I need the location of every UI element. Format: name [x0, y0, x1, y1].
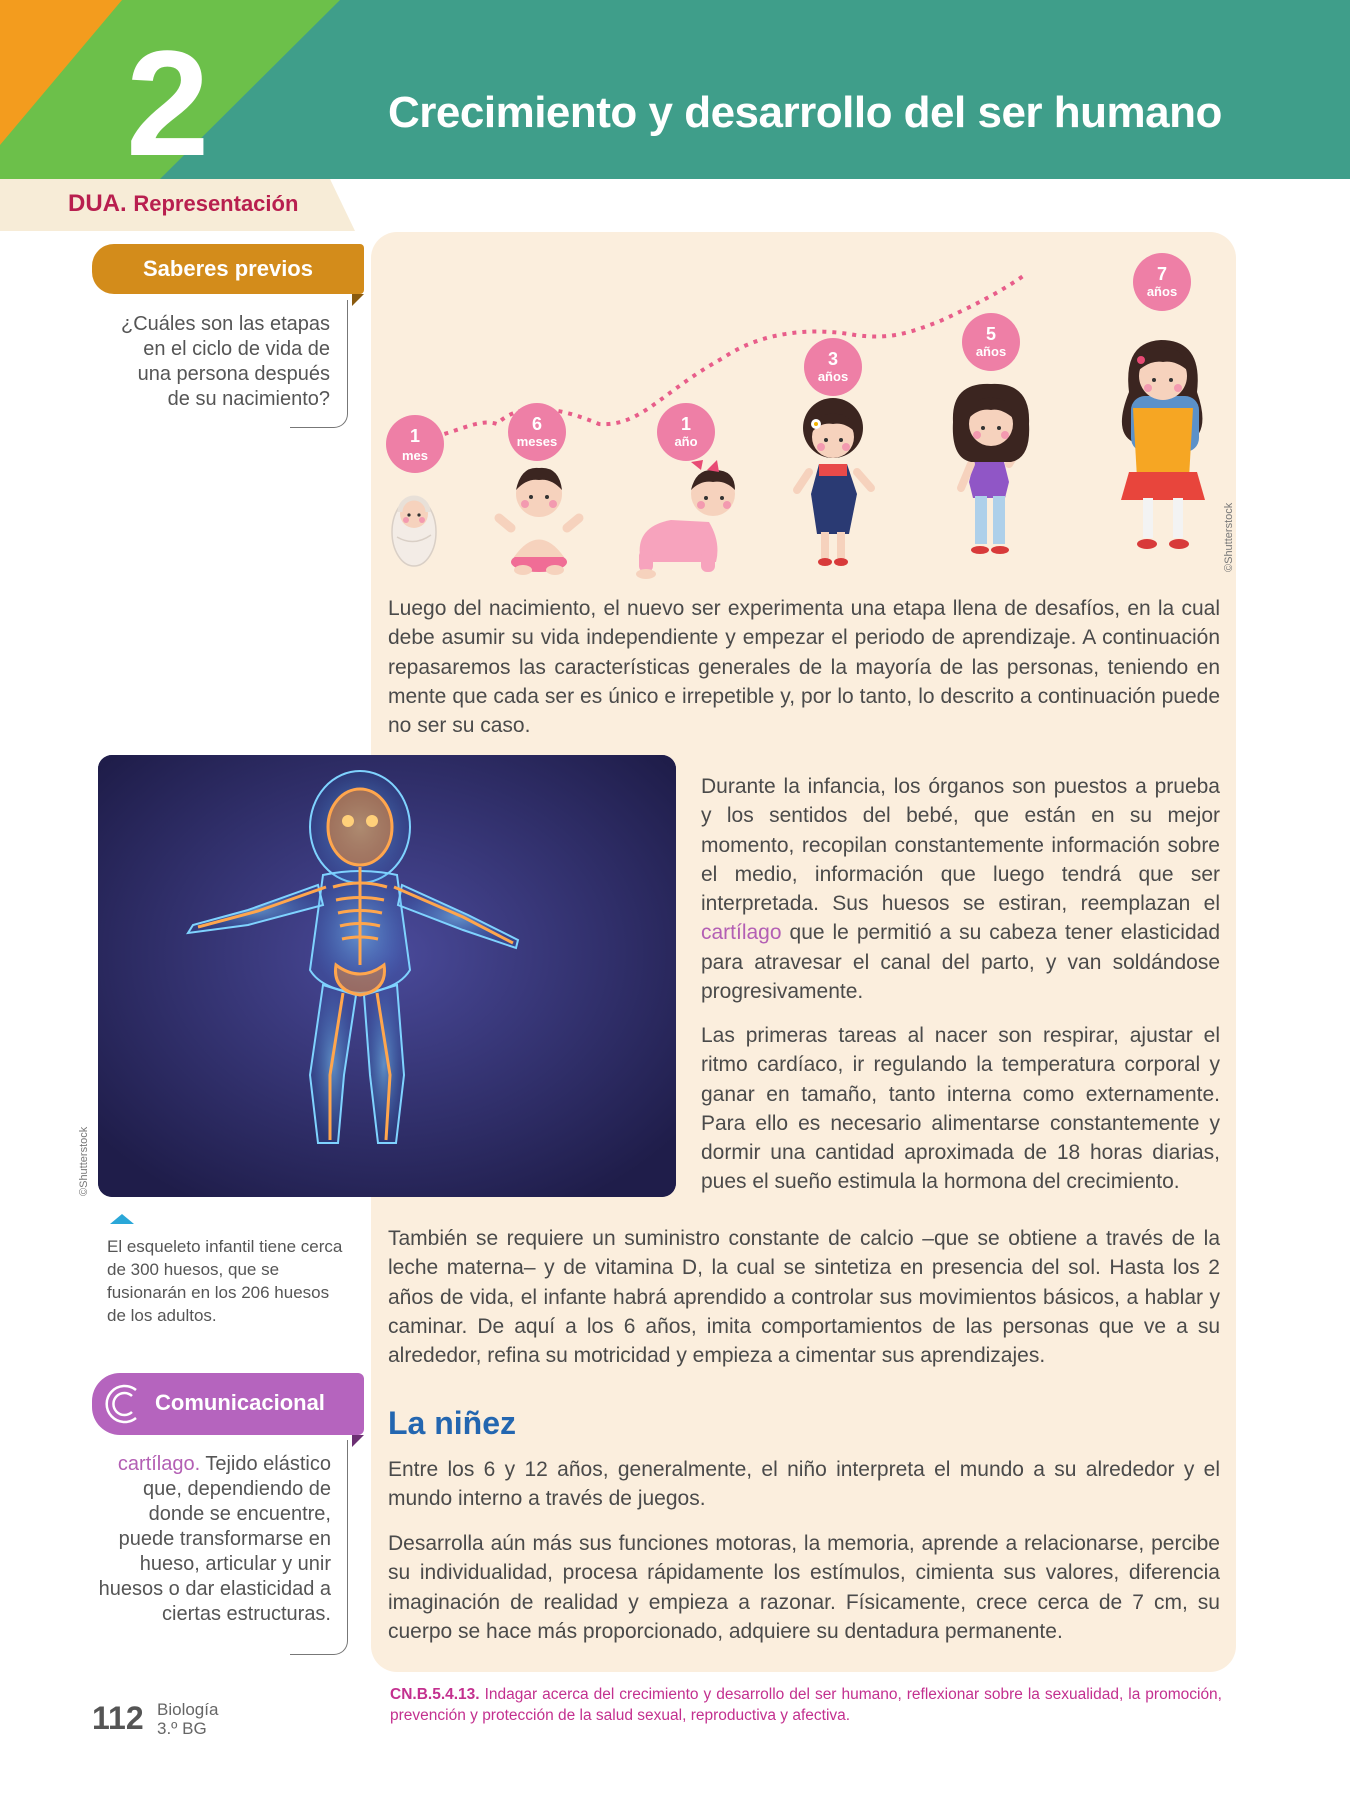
intro-paragraph: Luego del nacimiento, el nuevo ser experimenta una etapa llena de desafíos, en la cual debe asumir su vida independiente y empezar el periodo de aprendizaje. A continuación repasaremos las características generales de la mayoría de las personas, teniendo en mente que cada ser es único e irrepetible y, por lo tanto, lo descrito a continuación puede no ser su caso.: [388, 597, 1220, 738]
section-title-ninez: La niñez: [388, 1405, 517, 1441]
tab-fold-decoration: [352, 1435, 364, 1447]
timeline-dotted-path: [415, 274, 1026, 440]
crawling-baby-icon: [636, 460, 735, 579]
dua-prefix: DUA.: [68, 190, 127, 217]
cartilago-definition: [95, 1452, 331, 1627]
chapter-title: Crecimiento y desarrollo del ser humano: [388, 88, 1222, 137]
definition-text: Tejido elástico que, dependiendo de donde se encuentre, puede transformarse en hueso, articular y unir huesos o dar elasticidad a ciertas estructuras.: [98, 1453, 331, 1625]
dua-label: [68, 190, 298, 218]
toddler-girl-icon: [797, 398, 871, 566]
chapter-number: 2: [126, 19, 210, 179]
svg-text:años: años: [817, 369, 849, 384]
svg-text:1: 1: [680, 414, 692, 434]
stage-bubble-3-anos: [804, 338, 862, 396]
svg-text:años: años: [975, 344, 1007, 359]
infancy-paragraph-1: [701, 772, 1220, 1006]
infancy-p1-text: Durante la infancia, los órganos son puestos a prueba y los sentidos del bebé, que están en su mejor momento, recopilan constantemente información sobre el medio, información que luego tendrá que ser interpretada. Sus huesos se estiran, reemplazan el: [701, 775, 1220, 916]
child-skeleton-illustration: [98, 755, 676, 1197]
stage-bubble-7-anos: [1133, 253, 1191, 311]
infancy-paragraph-2: Las primeras tareas al nacer son respirar, ajustar el ritmo cardíaco, ir regulando la temperatura corporal y ganar en tamaño, tanto interna como externamente. Para ello es necesario alimentarse constantemente y dormir una cantidad aproximada de 18 horas diarias, pues el sueño estimula la hormona del crecimiento.: [701, 1024, 1220, 1194]
page-number: 112: [92, 1700, 144, 1736]
subject-name: Biología: [157, 1700, 219, 1719]
stage-bubble-1-ano: [657, 403, 715, 461]
infancy-p1-text-end: que le permitió a su cabeza tener elasticidad para atravesar el canal del parto, y van soldándose progresivamente.: [701, 921, 1220, 1004]
grade-level: 3.º BG: [157, 1719, 207, 1738]
saberes-previos-question: ¿Cuáles son las etapas en el ciclo de vida de una persona después de su nacimiento?: [120, 313, 330, 410]
comunicacional-c-icon: [98, 1380, 144, 1428]
curriculum-code: CN.B.5.4.13.: [390, 1686, 480, 1703]
infancy-paragraph-3: También se requiere un suministro constante de calcio –que se obtiene a través de la leche materna– y de vitamina D, la cual se sintetiza en presencia del sol. Hasta los 2 años de vida, el infante habrá aprendido a controlar sus movimientos básicos, a hablar y caminar. De aquí a los 6 años, imita comportamientos de las personas que ve a su alrededor, refina su motricidad y empieza a cimentar sus aprendizajes.: [388, 1227, 1220, 1368]
stage-bubble-6-meses: [508, 403, 566, 461]
timeline-image-credit: ©Shutterstock: [1223, 502, 1235, 572]
ninez-paragraph-1: Entre los 6 y 12 años, generalmente, el niño interpreta el mundo a su alrededor y el mundo interno a través de juegos.: [388, 1458, 1220, 1511]
svg-text:7: 7: [1156, 264, 1168, 284]
growth-timeline-illustration: [371, 232, 1236, 592]
stage-bubble-5-anos: [962, 313, 1020, 371]
svg-text:año: año: [674, 434, 698, 449]
svg-text:5: 5: [985, 324, 997, 344]
sitting-baby-icon: [499, 468, 579, 575]
definition-term: cartílago.: [117, 1453, 201, 1475]
swaddled-baby-icon: [392, 498, 436, 566]
svg-text:mes: mes: [401, 448, 429, 463]
skeleton-image-credit: ©Shutterstock: [78, 1126, 90, 1196]
svg-text:3: 3: [827, 349, 839, 369]
skeleton-caption: El esqueleto infantil tiene cerca de 300 huesos, que se fusionarán en los 206 huesos de los adultos.: [107, 1237, 343, 1325]
chapter-header: [0, 0, 1350, 179]
svg-text:1: 1: [409, 426, 421, 446]
caption-pointer-icon: [110, 1214, 134, 1224]
svg-text:años: años: [1146, 284, 1178, 299]
girl-waving-icon: [953, 384, 1029, 554]
svg-text:meses: meses: [516, 434, 558, 449]
curriculum-text: Indagar acerca del crecimiento y desarrollo del ser humano, reflexionar sobre la sexualidad, la promoción, prevención y protección de la salud sexual, reproductiva y afectiva.: [390, 1686, 1222, 1724]
ninez-paragraph-2: Desarrolla aún más sus funciones motoras, la memoria, aprende a relacionarse, percibe su individualidad, procesa rápidamente los estímulos, cimienta sus valores, diferencia imaginación de realidad y empieza a razonar. Físicamente, crece cerca de 7 cm, su cuerpo se hace más proporcionado, adquiere su dentadura permanente.: [388, 1532, 1220, 1643]
book-info: [157, 1700, 218, 1738]
comunicacional-label: Comunicacional: [155, 1390, 325, 1415]
cartilago-term: cartílago: [701, 921, 782, 945]
saberes-previos-tab: Saberes previos: [92, 244, 364, 294]
svg-text:6: 6: [531, 414, 543, 434]
stage-bubble-1-mes: [386, 415, 444, 473]
dua-type: Representación: [133, 191, 299, 216]
curriculum-standard: [390, 1684, 1222, 1726]
tab-fold-decoration: [352, 294, 364, 306]
child-skeleton-image: [98, 755, 676, 1197]
schoolgirl-icon: [1121, 340, 1205, 549]
